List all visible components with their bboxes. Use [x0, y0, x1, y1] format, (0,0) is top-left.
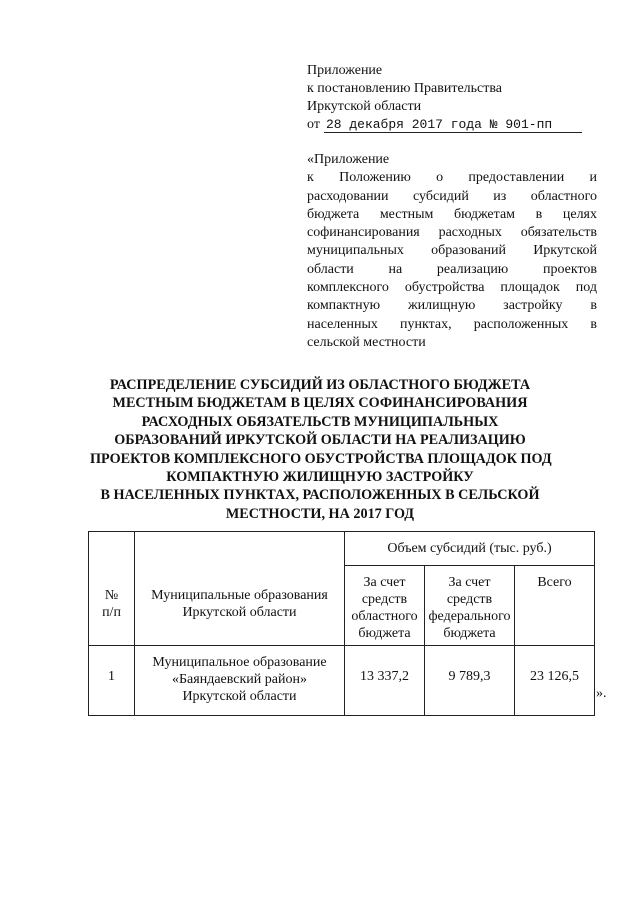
header-line: Приложение: [307, 63, 383, 78]
document-title: [90, 376, 550, 523]
appendix-line: бюджета местным бюджетам в целях: [307, 206, 597, 222]
title-line: МЕСТНЫМ БЮДЖЕТАМ В ЦЕЛЯХ СОФИНАНСИРОВАНИЯ: [112, 395, 528, 412]
document-header: [307, 62, 597, 134]
row-num-cell: 1: [89, 646, 135, 716]
appendix-block: [307, 151, 597, 352]
date-prefix: от: [307, 117, 320, 132]
header-line: к постановлению Правительства: [307, 81, 503, 96]
row-federal-cell: 9 789,3: [425, 646, 515, 716]
subsidy-table: [88, 531, 595, 716]
title-line: В НАСЕЛЕННЫХ ПУНКТАХ, РАСПОЛОЖЕННЫХ В СЕЛЬСКОЙ: [100, 487, 540, 504]
header-mo-cell: Муниципальные образования Иркутской области: [135, 532, 345, 646]
title-line: ПРОЕКТОВ КОМПЛЕКСНОГО ОБУСТРОЙСТВА ПЛОЩАДОК ПОД: [90, 450, 552, 467]
row-mo-cell: Муниципальное образование «Баяндаевский район» Иркутской области: [135, 646, 345, 716]
header-date-line: [307, 116, 597, 134]
date-value: 28 декабря 2017 года № 901-пп: [324, 117, 582, 133]
appendix-line: к Положению о предоставлении и: [307, 170, 597, 186]
appendix-line: населенных пунктах, расположенных в: [307, 316, 597, 332]
header-federal-cell: За счет средств федерального бюджета: [425, 566, 515, 646]
header-num-cell: № п/п: [89, 532, 135, 646]
header-volume-cell: Объем субсидий (тыс. руб.): [345, 532, 595, 566]
table-row: [89, 646, 595, 716]
title-line: РАСПРЕДЕЛЕНИЕ СУБСИДИЙ ИЗ ОБЛАСТНОГО БЮДЖЕТА: [109, 377, 531, 393]
row-total-cell: 23 126,5: [515, 646, 595, 716]
title-line: РАСХОДНЫХ ОБЯЗАТЕЛЬСТВ МУНИЦИПАЛЬНЫХ: [141, 413, 499, 430]
header-total-cell: Всего: [515, 566, 595, 646]
title-line: ОБРАЗОВАНИЙ ИРКУТСКОЙ ОБЛАСТИ НА РЕАЛИЗАЦИЮ: [114, 432, 526, 449]
appendix-line: комплексного обустройства площадок под: [307, 280, 597, 296]
title-line: МЕСТНОСТИ, НА 2017 ГОД: [225, 505, 415, 522]
appendix-line: компактную жилищную застройку в: [307, 298, 597, 314]
header-line: Иркутской области: [307, 99, 422, 114]
header-regional-cell: За счет средств областного бюджета: [345, 566, 425, 646]
row-regional-cell: 13 337,2: [345, 646, 425, 716]
closing-quote: ».: [596, 686, 607, 701]
appendix-line: расходовании субсидий из областного: [307, 188, 597, 204]
appendix-line: области на реализацию проектов: [307, 261, 597, 277]
title-line: КОМПАКТНУЮ ЖИЛИЩНУЮ ЗАСТРОЙКУ: [166, 469, 474, 486]
appendix-first-line: «Приложение: [307, 152, 390, 167]
appendix-line: софинансирования расходных обязательств: [307, 225, 597, 241]
appendix-line: муниципальных образований Иркутской: [307, 243, 597, 259]
appendix-last-line: сельской местности: [307, 334, 426, 350]
